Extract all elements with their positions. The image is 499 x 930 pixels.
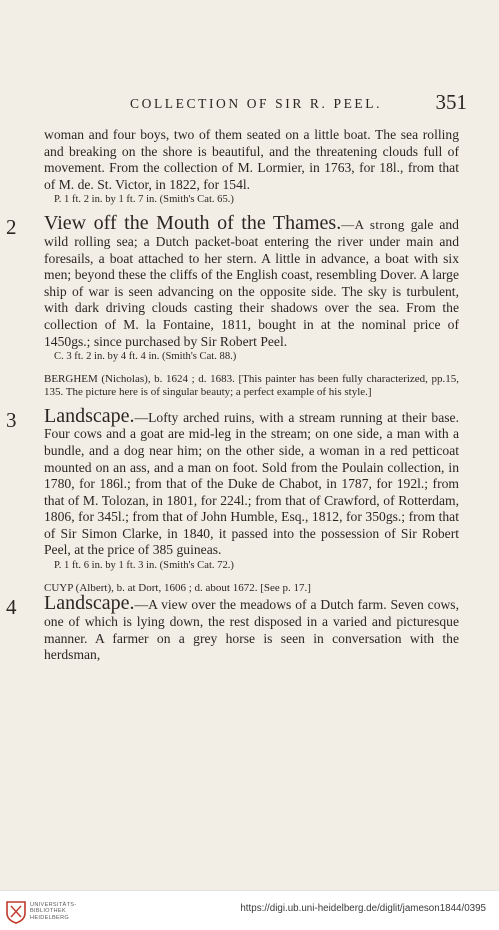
library-name: UNIVERSITÄTS- BIBLIOTHEK HEIDELBERG — [30, 902, 77, 921]
entry-caption: C. 3 ft. 2 in. by 4 ft. 4 in. (Smith's Cat. 88.) — [54, 351, 237, 363]
entry-title: Landscape. — [44, 404, 135, 427]
page-content — [6, 127, 459, 664]
entry-text: at their base. Four cows and a goat are mid-leg in the stream; on one side, a man with a bundle, and a dog near him; on the other side, a woman in a red petticoat mounted on an ass, and a man on foot. Sold from the Poulain collection, in 1780, for 186l.; from that of the Duke de Chabot, in 1787, for 192l.; from that of M. Tolozan, in 1801, for 224l.; from that of Crawford, of Rotterdam, 1806, for 345l.; from that of John Humble, Esq., 1812, for 350gs.; from that of Sir Simon Clarke, in 1840, it passed into the possession of Sir Robert Peel, at the price of 385 guineas. — [44, 409, 459, 558]
entry-title: View off the Mouth of the Thames. — [44, 212, 342, 235]
entry-lead: —A strong — [341, 217, 405, 233]
running-title: COLLECTION OF SIR R. PEEL. — [130, 96, 383, 111]
artist-heading-berghem: BERGHEM (Nicholas), b. 1624 ; d. 1683. [This painter has been fully characterized, pp.15, 135. The picture here is of singular beauty; a perfect example of his style.] — [44, 373, 459, 399]
entry-number: 2 — [6, 215, 17, 240]
intro-caption: P. 1 ft. 2 in. by 1 ft. 7 in. (Smith's Cat. 65.) — [54, 194, 234, 206]
entry-4 — [6, 592, 459, 663]
entry-number: 4 — [6, 595, 17, 620]
entry-body — [44, 592, 459, 663]
entry-title: Landscape. — [44, 592, 135, 615]
entry-3 — [6, 404, 459, 573]
entry-text: gale and wild rolling sea; a Dutch packet-boat entering the river under main and foresails, a boat attached to her stern. A little in advance, a boat with six men; beyond these the cliffs of the English coast, resembling Dover. A large ship of war is seen advancing on the opposite side. The sky is turbulent, with dark driving clouds casting their shadows over the sea. From the collection of M. la Fontaine, 1811, bought in at the nominal price of 1450gs.; since purchased by Sir Robert Peel. — [44, 217, 459, 349]
running-header — [130, 90, 467, 114]
entry-body — [44, 212, 459, 350]
entry-caption: P. 1 ft. 6 in. by 1 ft. 3 in. (Smith's Cat. 72.) — [54, 560, 234, 572]
entry-text: farm. Seven cows, one of which is lying down, the rest disposed in a varied and picturesque manner. A farmer on a grey horse is seen in conversation with the herdsman, — [44, 597, 459, 663]
intro-paragraph: woman and four boys, two of them seated on a little boat. The sea rolling and breaking on the shore is beautiful, and the threatening clouds full of movement. From the collection of M. Lormier, in 1763, for 18l., from that of M. de. St. Victor, in 1822, for 154l. — [44, 127, 459, 192]
page-number: 351 — [435, 90, 467, 114]
viewer-footer — [0, 890, 499, 930]
artist-heading-cuyp: CUYP (Albert), b. at Dort, 1606 ; d. about 1672. [See p. 17.] — [44, 582, 311, 595]
entry-lead: —Lofty arched ruins, with a stream running — [134, 409, 383, 425]
university-library-logo — [5, 900, 27, 924]
entry-2 — [6, 212, 459, 364]
entry-number: 3 — [6, 407, 17, 432]
entry-body — [44, 404, 459, 559]
permalink-url[interactable]: https://digi.ub.uni-heidelberg.de/diglit/jameson1844/0395 — [240, 903, 486, 914]
entry-lead: —A view over the meadows of a Dutch — [134, 597, 354, 613]
